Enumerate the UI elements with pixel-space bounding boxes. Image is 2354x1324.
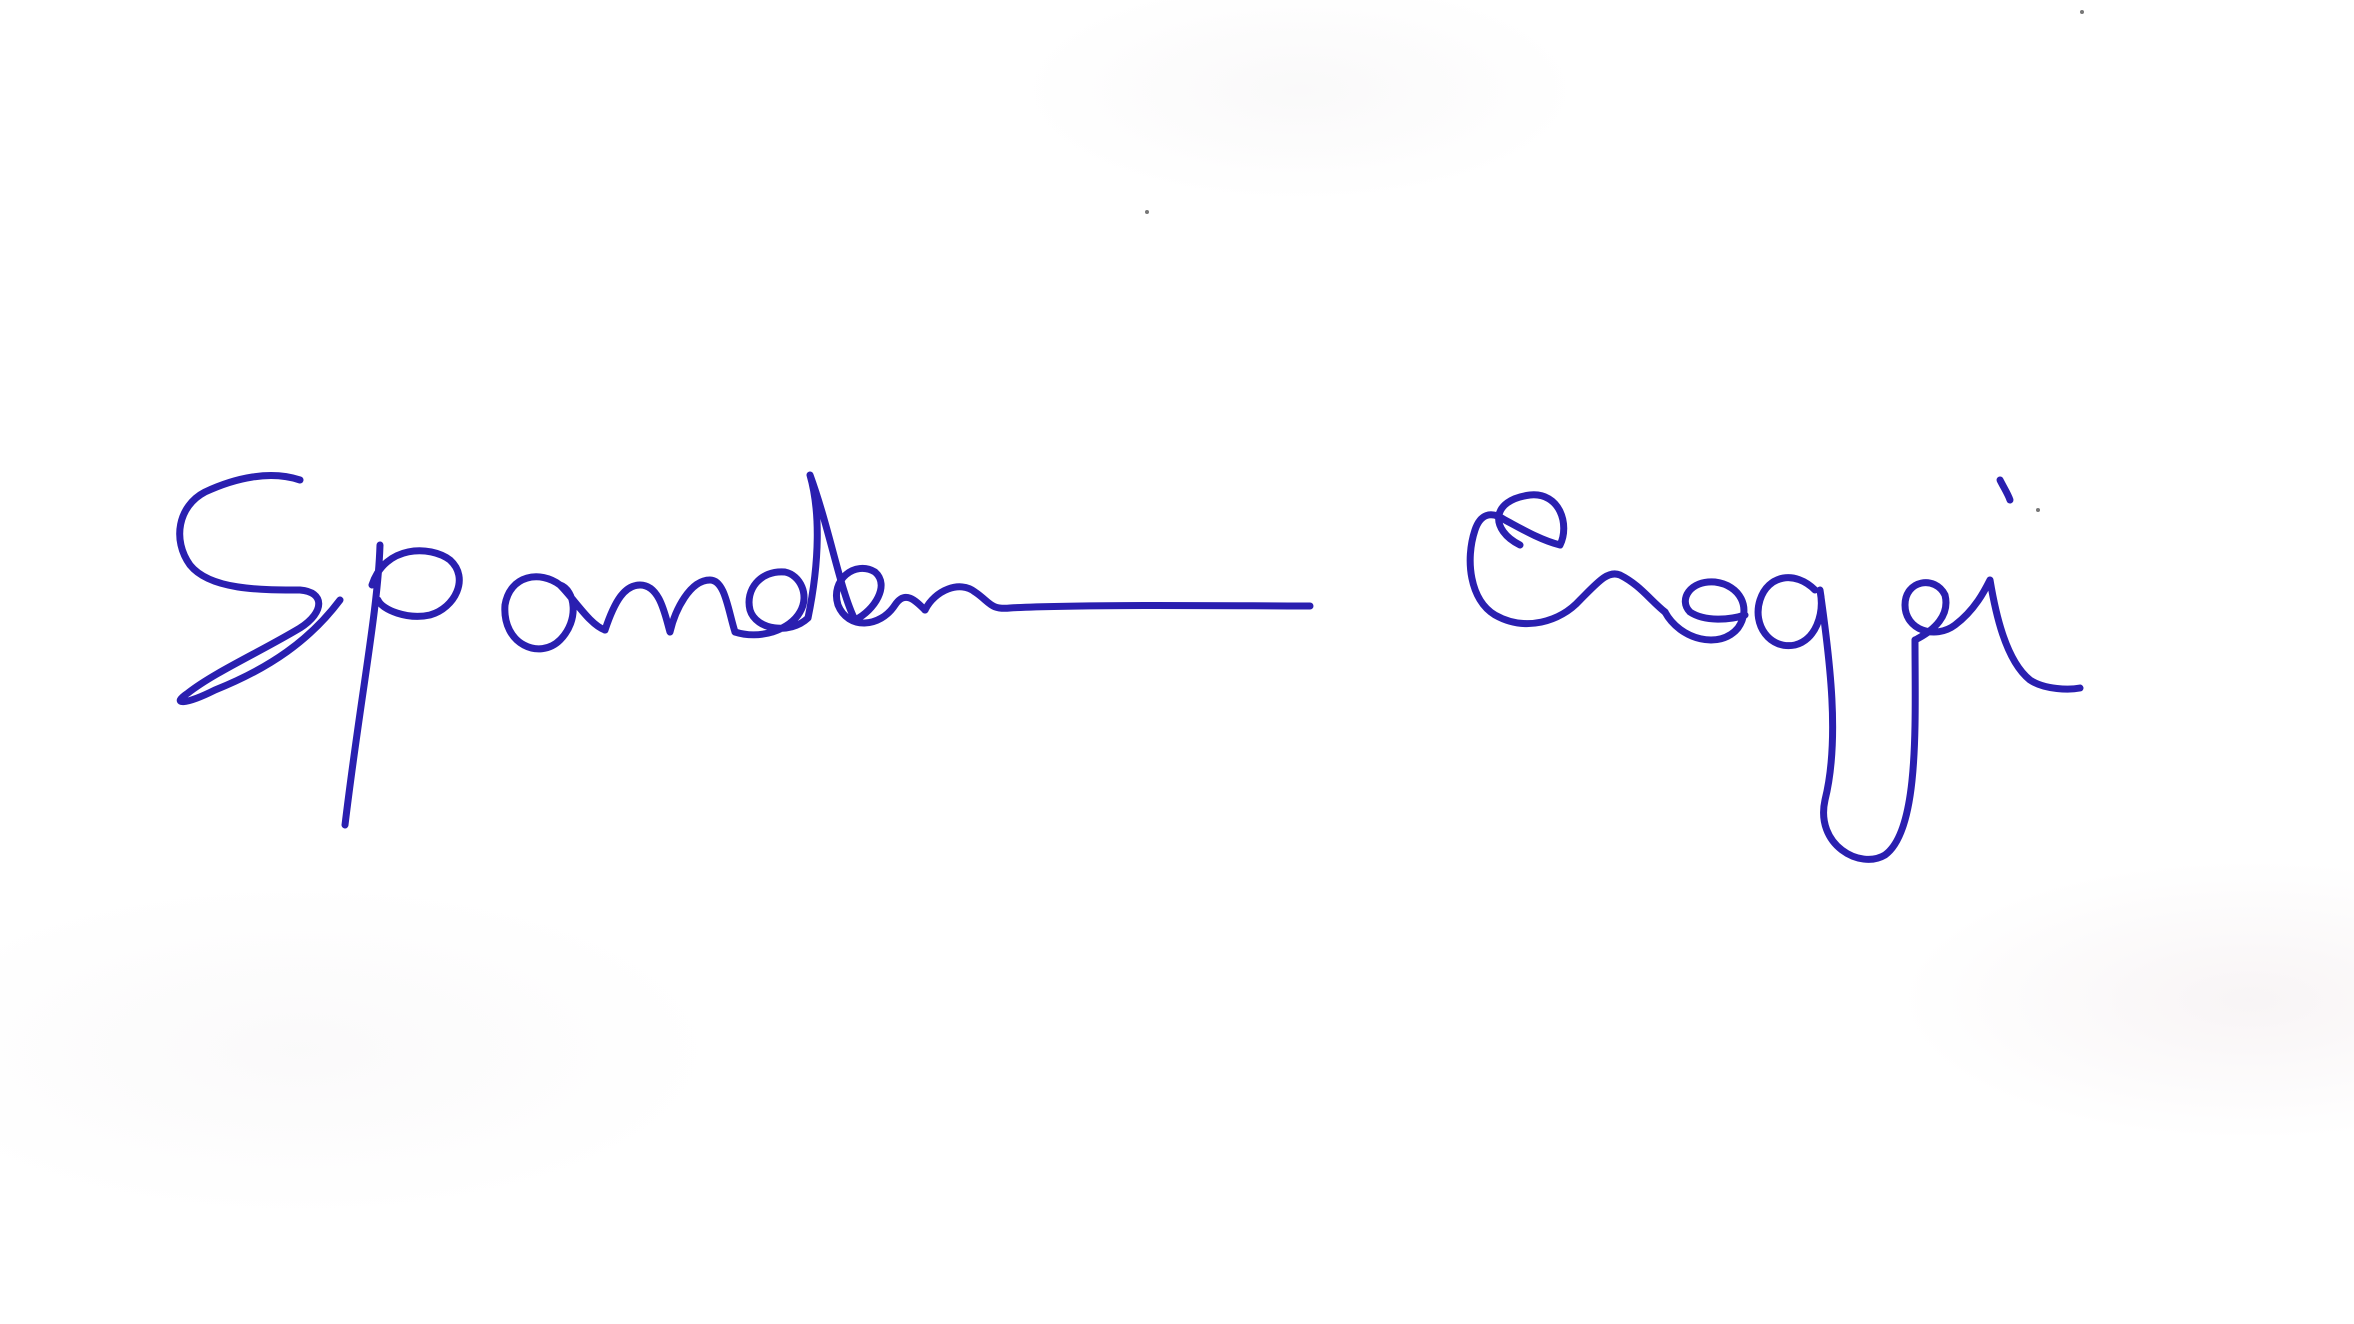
signature-stroke-g-capital [1470,495,1665,624]
signature-stroke-i-dot [2000,480,2010,500]
signature-stroke-a1 [505,577,605,649]
signature-stroke-p [345,545,459,825]
signature-stroke-n1 [605,580,735,632]
signature-strokes [180,475,2080,859]
signature-stroke-g [1758,578,1915,860]
signature-stroke-s [180,476,340,702]
signature-stroke-n2 [925,587,1310,610]
signature-stroke-oi [1905,580,2080,689]
signature-stroke-o [1665,582,1745,640]
